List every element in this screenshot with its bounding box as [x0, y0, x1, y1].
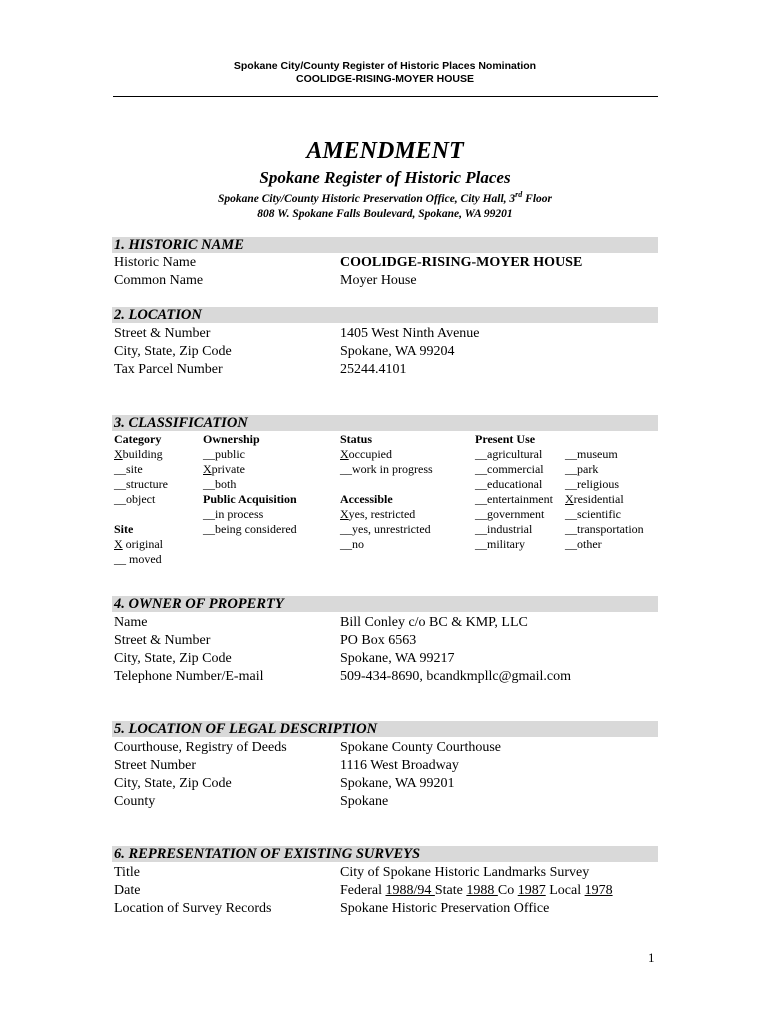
present-use-item: __industrial: [475, 522, 533, 536]
common-name-value: Moyer House: [340, 273, 417, 288]
present-use-item: __scientific: [565, 507, 621, 521]
section-2-heading: 2. LOCATION: [114, 307, 202, 323]
accessible-item: Xyes, restricted: [340, 507, 416, 521]
present-use-heading: Present Use: [475, 432, 536, 446]
accessible-item: __no: [340, 537, 364, 551]
present-use-column-a: [475, 432, 553, 552]
category-column: [114, 432, 168, 567]
owner-name-value: Bill Conley c/o BC & KMP, LLC: [340, 615, 528, 630]
survey-title-value: City of Spokane Historic Landmarks Survey: [340, 865, 590, 880]
owner-street-value: PO Box 6563: [340, 633, 417, 648]
acquisition-heading: Public Acquisition: [203, 492, 297, 506]
category-item: __structure: [114, 477, 168, 491]
accessible-item: __yes, unrestricted: [340, 522, 431, 536]
ownership-item: __both: [203, 477, 237, 491]
document-title: AMENDMENT: [306, 138, 464, 164]
present-use-column-b: [565, 447, 644, 552]
ownership-heading: Ownership: [203, 432, 260, 446]
category-item: __site: [114, 462, 143, 476]
owner-phone-label: Telephone Number/E-mail: [114, 669, 264, 684]
ownership-item: Xprivate: [203, 462, 245, 476]
office-address: [0, 187, 770, 222]
section-1-heading: 1. HISTORIC NAME: [114, 237, 244, 253]
present-use-item: __government: [475, 507, 545, 521]
courthouse-label: Courthouse, Registry of Deeds: [114, 740, 287, 755]
category-item: __object: [114, 492, 156, 506]
site-item: X original: [114, 537, 163, 551]
parcel-label: Tax Parcel Number: [114, 362, 223, 377]
category-item: Xbuilding: [114, 447, 163, 461]
acquisition-item: __being considered: [203, 522, 297, 536]
document-header: [0, 60, 770, 86]
section-3-heading: 3. CLASSIFICATION: [114, 415, 248, 431]
owner-street-label: Street & Number: [114, 633, 211, 648]
legal-city-value: Spokane, WA 99201: [340, 776, 455, 791]
status-column: [340, 432, 433, 552]
city-value: Spokane, WA 99204: [340, 344, 455, 359]
street-label: Street & Number: [114, 326, 211, 341]
header-line-2: COOLIDGE-RISING-MOYER HOUSE: [296, 73, 474, 85]
site-heading: Site: [114, 522, 134, 536]
office-line-1: Spokane City/County Historic Preservation Office, City Hall, 3rd Floor: [217, 190, 553, 205]
present-use-item: __religious: [565, 477, 619, 491]
owner-city-label: City, State, Zip Code: [114, 651, 232, 666]
status-heading: Status: [340, 432, 373, 446]
site-item: __ moved: [114, 552, 162, 566]
common-name-label: Common Name: [114, 273, 204, 288]
owner-name-label: Name: [114, 615, 148, 630]
courthouse-value: Spokane County Courthouse: [340, 740, 501, 755]
present-use-item: __educational: [475, 477, 543, 491]
historic-name-label: Historic Name: [114, 255, 197, 270]
street-value: 1405 West Ninth Avenue: [340, 326, 480, 341]
survey-records-label: Location of Survey Records: [114, 901, 272, 916]
present-use-item: __park: [565, 462, 599, 476]
county-label: County: [114, 794, 156, 809]
present-use-item: Xresidential: [565, 492, 624, 506]
section-5-heading: 5. LOCATION OF LEGAL DESCRIPTION: [114, 721, 378, 737]
owner-city-value: Spokane, WA 99217: [340, 651, 455, 666]
present-use-item: __transportation: [565, 522, 644, 536]
accessible-heading: Accessible: [340, 492, 393, 506]
ownership-item: __public: [203, 447, 245, 461]
document-subtitle: Spokane Register of Historic Places: [259, 168, 511, 187]
category-heading: Category: [114, 432, 162, 446]
present-use-item: __military: [475, 537, 525, 551]
status-item: Xoccupied: [340, 447, 392, 461]
section-4-heading: 4. OWNER OF PROPERTY: [114, 596, 284, 612]
survey-title-label: Title: [114, 865, 140, 880]
section-6-heading: 6. REPRESENTATION OF EXISTING SURVEYS: [114, 846, 421, 862]
present-use-item: __commercial: [475, 462, 544, 476]
office-line-2: 808 W. Spokane Falls Boulevard, Spokane, WA 99201: [257, 207, 513, 220]
page-number: 1: [648, 950, 655, 965]
status-item: __work in progress: [340, 462, 433, 476]
parcel-value: 25244.4101: [340, 362, 407, 377]
present-use-item: __entertainment: [475, 492, 553, 506]
survey-records-value: Spokane Historic Preservation Office: [340, 901, 550, 916]
legal-street-value: 1116 West Broadway: [340, 758, 459, 773]
survey-date-label: Date: [114, 883, 141, 898]
survey-date-value: Federal 1988/94 State 1988 Co 1987 Local 1978: [340, 883, 613, 898]
header-rule: [113, 96, 658, 97]
county-value: Spokane: [340, 794, 389, 809]
owner-phone-value: 509-434-8690, bcandkmpllc@gmail.com: [340, 669, 572, 684]
ownership-column: [203, 432, 297, 537]
legal-street-label: Street Number: [114, 758, 197, 773]
city-label: City, State, Zip Code: [114, 344, 232, 359]
historic-name-value: COOLIDGE-RISING-MOYER HOUSE: [340, 255, 583, 270]
header-line-1: Spokane City/County Register of Historic Places Nomination: [233, 60, 537, 72]
present-use-item: __other: [565, 537, 602, 551]
legal-city-label: City, State, Zip Code: [114, 776, 232, 791]
acquisition-item: __in process: [203, 507, 264, 521]
present-use-item: __museum: [565, 447, 618, 461]
present-use-item: __agricultural: [475, 447, 543, 461]
